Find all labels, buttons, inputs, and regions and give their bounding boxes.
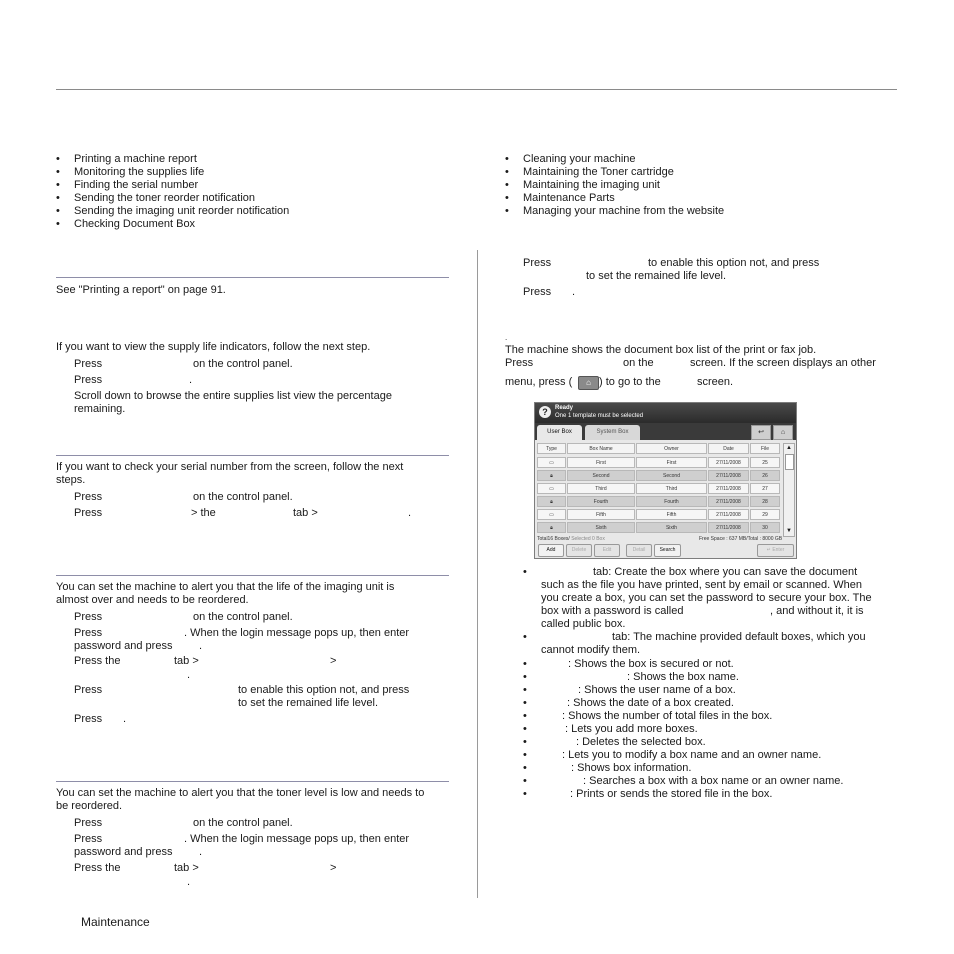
serial-intro: steps. [56, 474, 86, 486]
table-row[interactable] [537, 483, 782, 495]
note-text: box with a password is called [541, 605, 684, 617]
tab-system-box[interactable]: System Box [585, 425, 640, 440]
step-text: remaining. [74, 403, 126, 415]
box-text: ) to go to the [599, 376, 661, 388]
step-text: Press [74, 817, 103, 829]
step-text: password and press [74, 846, 173, 858]
cell: Fifth [567, 509, 635, 520]
bullet: • [523, 723, 527, 735]
step-text: Press the [74, 862, 121, 874]
bullet: • [523, 697, 527, 709]
free-space: Free Space : 637 MB/Total : 8000 GB [699, 536, 783, 542]
step-text: Press [74, 713, 103, 725]
bullet: • [523, 684, 527, 696]
step-text: . [572, 286, 576, 298]
note-text: : Deletes the selected box. [576, 736, 706, 748]
tab-user-box[interactable]: User Box [537, 425, 582, 440]
column-divider [477, 250, 478, 898]
note-text: , and without it, it is [770, 605, 864, 617]
note-text: tab: The machine provided default boxes, which you [612, 631, 866, 643]
folder-icon: ▭ [537, 457, 566, 468]
box-text: Press [505, 357, 534, 369]
bullet: • [523, 658, 527, 670]
step-text: on the control panel. [193, 491, 293, 503]
status-title: Ready [555, 405, 574, 411]
scrollbar[interactable] [783, 443, 795, 537]
step-text: Press [74, 491, 103, 503]
table-row[interactable] [537, 522, 782, 534]
selected-count: Selected 0 Box [571, 536, 605, 542]
table-row[interactable] [537, 496, 782, 508]
cell: Fifth [636, 509, 707, 520]
bullet: • [523, 710, 527, 722]
table-row[interactable] [537, 470, 782, 482]
step-text: . [189, 374, 193, 386]
cell: Third [636, 483, 707, 494]
note-text: called public box. [541, 618, 626, 630]
cell: Fourth [636, 496, 707, 507]
step-text: . [187, 669, 191, 681]
section-rule [56, 781, 449, 782]
cell: 27/11/2008 [708, 522, 749, 533]
step-text: tab > [293, 507, 318, 519]
home-icon: ⌂ [578, 376, 599, 390]
bullet: • [523, 775, 527, 787]
folder-icon: ▭ [537, 483, 566, 494]
status-bar [535, 403, 796, 423]
tab-bar [535, 423, 796, 440]
step-text: . [408, 507, 412, 519]
delete-button[interactable]: Delete [566, 544, 592, 557]
cell: First [567, 457, 635, 468]
bullet: • [523, 671, 527, 683]
section-rule [56, 455, 449, 456]
table-header [537, 443, 782, 455]
note-text: : Shows the box name. [627, 671, 739, 683]
cell: 26 [750, 470, 780, 481]
note-text: : Shows the date of a box created. [567, 697, 734, 709]
bullet: • [523, 736, 527, 748]
col-file: File [750, 443, 780, 454]
cell: First [636, 457, 707, 468]
bullet: • [523, 762, 527, 774]
step-text: to set the remained life level. [586, 270, 727, 282]
bullet: • [523, 566, 527, 578]
lock-icon: 🔒︎ [537, 522, 566, 533]
cell: Second [567, 470, 635, 481]
header-rule [56, 89, 897, 90]
step-text: Scroll down to browse the entire supplies list view the percentage [74, 390, 392, 402]
section-rule [56, 575, 449, 576]
step-text: . When the login message pops up, then enter [184, 627, 410, 639]
col-box-name: Box Name [567, 443, 635, 454]
note-text: : Lets you to modify a box name and an owner name. [562, 749, 822, 761]
cell: 29 [750, 509, 780, 520]
cell: Second [636, 470, 707, 481]
status-message: One 1 template must be selected [555, 413, 644, 419]
cell: 27/11/2008 [708, 509, 749, 520]
note-text: : Shows the number of total files in the box. [562, 710, 773, 722]
step-text: Press [74, 627, 103, 639]
step-text: Press [523, 257, 552, 269]
cell: 27/11/2008 [708, 496, 749, 507]
note-text: cannot modify them. [541, 644, 641, 656]
bullet: • [523, 749, 527, 761]
step-text: Press [523, 286, 552, 298]
chevron-down-icon[interactable]: ▼ [786, 528, 792, 534]
box-text: menu, press ( [505, 376, 573, 388]
bullet: • [523, 788, 527, 800]
step-text: on the control panel. [193, 611, 293, 623]
step-text: password and press [74, 640, 173, 652]
note-text: tab: Create the box where you can save the document [593, 566, 858, 578]
cell: 25 [750, 457, 780, 468]
step-text: > [330, 862, 337, 874]
folder-icon: ▭ [537, 509, 566, 520]
step-text: . [123, 713, 127, 725]
section-rule [56, 277, 449, 278]
step-text: Press [74, 684, 103, 696]
note-text: such as the file you have printed, sent by email or scanned. When [541, 579, 863, 591]
cell: 27/11/2008 [708, 483, 749, 494]
step-text: tab > [174, 862, 199, 874]
edit-button[interactable]: Edit [594, 544, 620, 557]
help-icon[interactable]: ? [539, 406, 551, 418]
detail-button[interactable]: Detail [626, 544, 652, 557]
search-button[interactable]: Search [654, 544, 681, 557]
step-text: . When the login message pops up, then enter [184, 833, 410, 845]
imaging-intro: You can set the machine to alert you that the life of the imaging unit is [56, 581, 395, 593]
scroll-thumb[interactable] [785, 454, 794, 470]
toner-intro: You can set the machine to alert you that the toner level is low and needs to [56, 787, 425, 799]
enter-button[interactable]: ↵ Enter [757, 544, 794, 557]
stray-dot: . [505, 333, 508, 342]
cell: Sixth [636, 522, 707, 533]
home-icon[interactable]: ⌂ [773, 425, 793, 440]
serial-intro: If you want to check your serial number from the screen, follow the next [56, 461, 404, 473]
step-text: to set the remained life level. [238, 697, 379, 709]
bullet: • [523, 631, 527, 643]
step-text: Press [74, 833, 103, 845]
cell: 28 [750, 496, 780, 507]
step-text: Press the [74, 655, 121, 667]
footer-section-label: Maintenance [81, 915, 150, 929]
col-owner: Owner [636, 443, 707, 454]
chevron-up-icon[interactable]: ▲ [786, 445, 792, 451]
step-text: > the [191, 507, 216, 519]
step-text: Press [74, 358, 103, 370]
cell: 27/11/2008 [708, 470, 749, 481]
add-button[interactable]: Add [538, 544, 564, 557]
box-count [537, 536, 605, 542]
step-text: Press [74, 611, 103, 623]
supplies-intro: If you want to view the supply life indicators, follow the next step. [56, 341, 371, 353]
note-text: : Shows box information. [571, 762, 692, 774]
step-text: > [330, 655, 337, 667]
step-text: to enable this option not, and press [238, 684, 410, 696]
note-text: : Lets you add more boxes. [565, 723, 698, 735]
lock-icon: 🔒︎ [537, 496, 566, 507]
table-row[interactable] [537, 457, 782, 469]
step-text: . [187, 876, 191, 888]
imaging-intro: almost over and needs to be reordered. [56, 594, 249, 606]
report-text: See "Printing a report" on page 91. [56, 284, 226, 296]
step-text: tab > [174, 655, 199, 667]
total-boxes: Total16 Boxes/ [537, 536, 570, 542]
step-text: Press [74, 507, 103, 519]
cell: 27/11/2008 [708, 457, 749, 468]
step-text: to enable this option not, and press [648, 257, 820, 269]
cell: Sixth [567, 522, 635, 533]
step-text: . [199, 846, 203, 858]
col-type: Type [537, 443, 566, 454]
note-text: you create a box, you can set the password to secure your box. The [541, 592, 872, 604]
enter-label: Enter [772, 547, 785, 553]
box-text: on the [623, 357, 654, 369]
note-text: : Shows the user name of a box. [578, 684, 736, 696]
note-text: : Prints or sends the stored file in the box. [570, 788, 773, 800]
cell: 30 [750, 522, 780, 533]
note-text: : Searches a box with a box name or an owner name. [583, 775, 844, 787]
document-box-screen [534, 402, 797, 559]
cell: Fourth [567, 496, 635, 507]
toner-intro: be reordered. [56, 800, 123, 812]
note-text: : Shows the box is secured or not. [568, 658, 734, 670]
lock-icon: 🔒︎ [537, 470, 566, 481]
back-icon[interactable]: ↩ [751, 425, 771, 440]
step-text: on the control panel. [193, 817, 293, 829]
table-row[interactable] [537, 509, 782, 521]
step-text: . [199, 640, 203, 652]
step-text: on the control panel. [193, 358, 293, 370]
cell: 27 [750, 483, 780, 494]
box-intro: The machine shows the document box list of the print or fax job. [505, 344, 817, 356]
cell: Third [567, 483, 635, 494]
box-text: screen. [697, 376, 734, 388]
col-date: Date [708, 443, 749, 454]
step-text: Press [74, 374, 103, 386]
box-text: screen. If the screen displays an other [690, 357, 876, 369]
